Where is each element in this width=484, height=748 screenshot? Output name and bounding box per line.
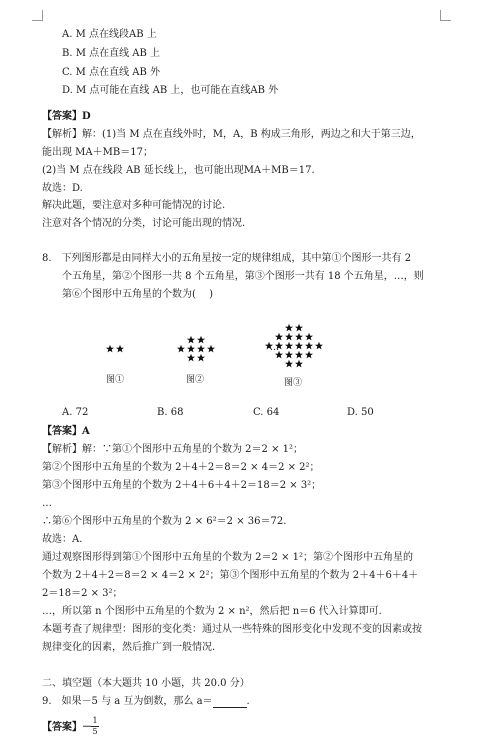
star-icon: [187, 336, 195, 344]
star-icon: [106, 345, 114, 353]
star-icon: [187, 354, 195, 362]
q8-stem-line: 个五角星，第②个图形一共 8 个五角星，第③个图形一共有 18 个五角星，…，则: [62, 271, 424, 282]
star-icon: [285, 342, 293, 350]
star-icon: [305, 333, 313, 341]
q8-option-b: B. 68: [157, 407, 184, 418]
q8-option-a: A. 72: [62, 407, 89, 418]
q8-analysis-line: 规律变化的因素，然后推广到一般情况.: [42, 642, 216, 653]
q8-analysis-line: 故选：A.: [42, 534, 83, 545]
q8-analysis-line: 个数为 2＋4＋2＝8＝2 × 4＝2 × 2²；第③个图形中五角星的个数为 2＋4＋6＋4＋: [42, 570, 419, 581]
star-icon: [285, 360, 293, 368]
q8-answer: 【答案】A: [42, 426, 90, 437]
q8-analysis-line: 2＝18＝2 × 3²；: [42, 588, 123, 599]
figure-1-caption: 图①: [106, 375, 125, 385]
q8-star-pattern-figure: [100, 318, 390, 378]
q8-analysis-line: …: [42, 498, 52, 509]
q9-stem-end: .: [246, 696, 250, 707]
q8-option-c: C. 64: [253, 407, 280, 418]
star-icon: [295, 360, 303, 368]
figure-2-caption: 图②: [186, 375, 205, 385]
fraction-numerator: 1: [92, 716, 98, 725]
star-icon: [295, 351, 303, 359]
star-icon: [305, 342, 313, 350]
star-icon: [315, 342, 323, 350]
q8-stem-line: 第⑥个图形中五角星的个数为( ): [62, 289, 213, 300]
q8-option-d: D. 50: [347, 407, 374, 418]
q8-analysis-line: 通过观察图形得到第①个图形中五角星的个数为 2＝2 × 1²；第②个图形中五角星的: [42, 552, 414, 563]
q7-option-b: B. M 点在直线 AB 上: [62, 48, 161, 59]
q8-analysis-line: …，所以第 n 个图形中五角星的个数为 2 × n²，然后把 n＝6 代入计算即可.: [42, 606, 382, 617]
page-corner-mark-right: [440, 10, 451, 21]
q8-analysis-line: ∴第⑥个图形中五角星的个数为 2 × 6²＝2 × 36＝72.: [42, 516, 287, 527]
star-icon: [197, 345, 205, 353]
q9-answer-blank: [213, 697, 247, 708]
star-icon: [207, 345, 215, 353]
star-icon: [295, 333, 303, 341]
section-2-heading: 二、填空题（本大题共 10 小题，共 20.0 分）: [42, 678, 250, 689]
figure-1-stars: [106, 345, 124, 353]
star-icon: [187, 345, 195, 353]
q7-answer: 【答案】D: [42, 111, 91, 122]
star-icon: [285, 351, 293, 359]
star-icon: [116, 345, 124, 353]
figure-3-caption: 图③: [284, 378, 303, 388]
q7-option-c: C. M 点在直线 AB 外: [62, 67, 160, 78]
star-icon: [285, 324, 293, 332]
fraction-denominator: 5: [92, 727, 98, 736]
q8-analysis-line: 【解析】解：∵第①个图形中五角星的个数为 2＝2 × 1²；: [42, 444, 304, 455]
q8-analysis-line: 本题考查了规律型：图形的变化类：通过从一些特殊的图形变化中发现不变的因素或按: [42, 624, 422, 635]
q8-analysis-line: 第③个图形中五角星的个数为 2＋4＋6＋4＋2＝18＝2 × 3²；: [42, 480, 322, 491]
star-icon: [295, 324, 303, 332]
star-icon: [275, 333, 283, 341]
q7-analysis-line: 能出现 MA＋MB＝17；: [42, 147, 153, 158]
figure-ellipsis: …: [270, 343, 279, 353]
q7-analysis-line: 故选：D.: [42, 183, 83, 194]
q7-option-d: D. M 点可能在直线 AB 上，也可能在直线AB 外: [62, 85, 279, 96]
star-icon: [197, 354, 205, 362]
q9-answer-fraction: [91, 717, 99, 736]
q7-analysis-line: 注意对各个情况的分类，讨论可能出现的情况.: [42, 218, 246, 229]
q9-stem: [42, 695, 250, 708]
figure-2-stars: [177, 336, 215, 362]
star-icon: [305, 351, 313, 359]
q7-analysis-line: 【解析】解：(1)当 M 点在直线外时，M，A，B 构成三角形，两边之和大于第三边，: [42, 129, 421, 140]
q9-answer-prefix: 【答案】－: [42, 722, 92, 733]
star-icon: [177, 345, 185, 353]
q9-stem-text: 9. 如果－5 与 a 互为倒数，那么 a＝: [42, 696, 213, 707]
q7-analysis-line: (2)当 M 点在线段 AB 延长线上，也可能出现MA＋MB＝17.: [42, 165, 315, 176]
page-corner-mark-left: [32, 10, 43, 21]
q7-option-a: A. M 点在线段AB 上: [62, 29, 157, 40]
q7-analysis-line: 解决此题，要注意对多种可能情况的讨论.: [42, 200, 226, 211]
star-icon: [197, 336, 205, 344]
star-icon: [295, 342, 303, 350]
star-icon: [285, 333, 293, 341]
q8-analysis-line: 第②个图形中五角星的个数为 2＋4＋2＝8＝2 × 4＝2 × 2²；: [42, 462, 320, 473]
q8-stem-line: 8. 下列图形都是由同样大小的五角星按一定的规律组成，其中第①个图形一共有 2: [42, 253, 412, 264]
